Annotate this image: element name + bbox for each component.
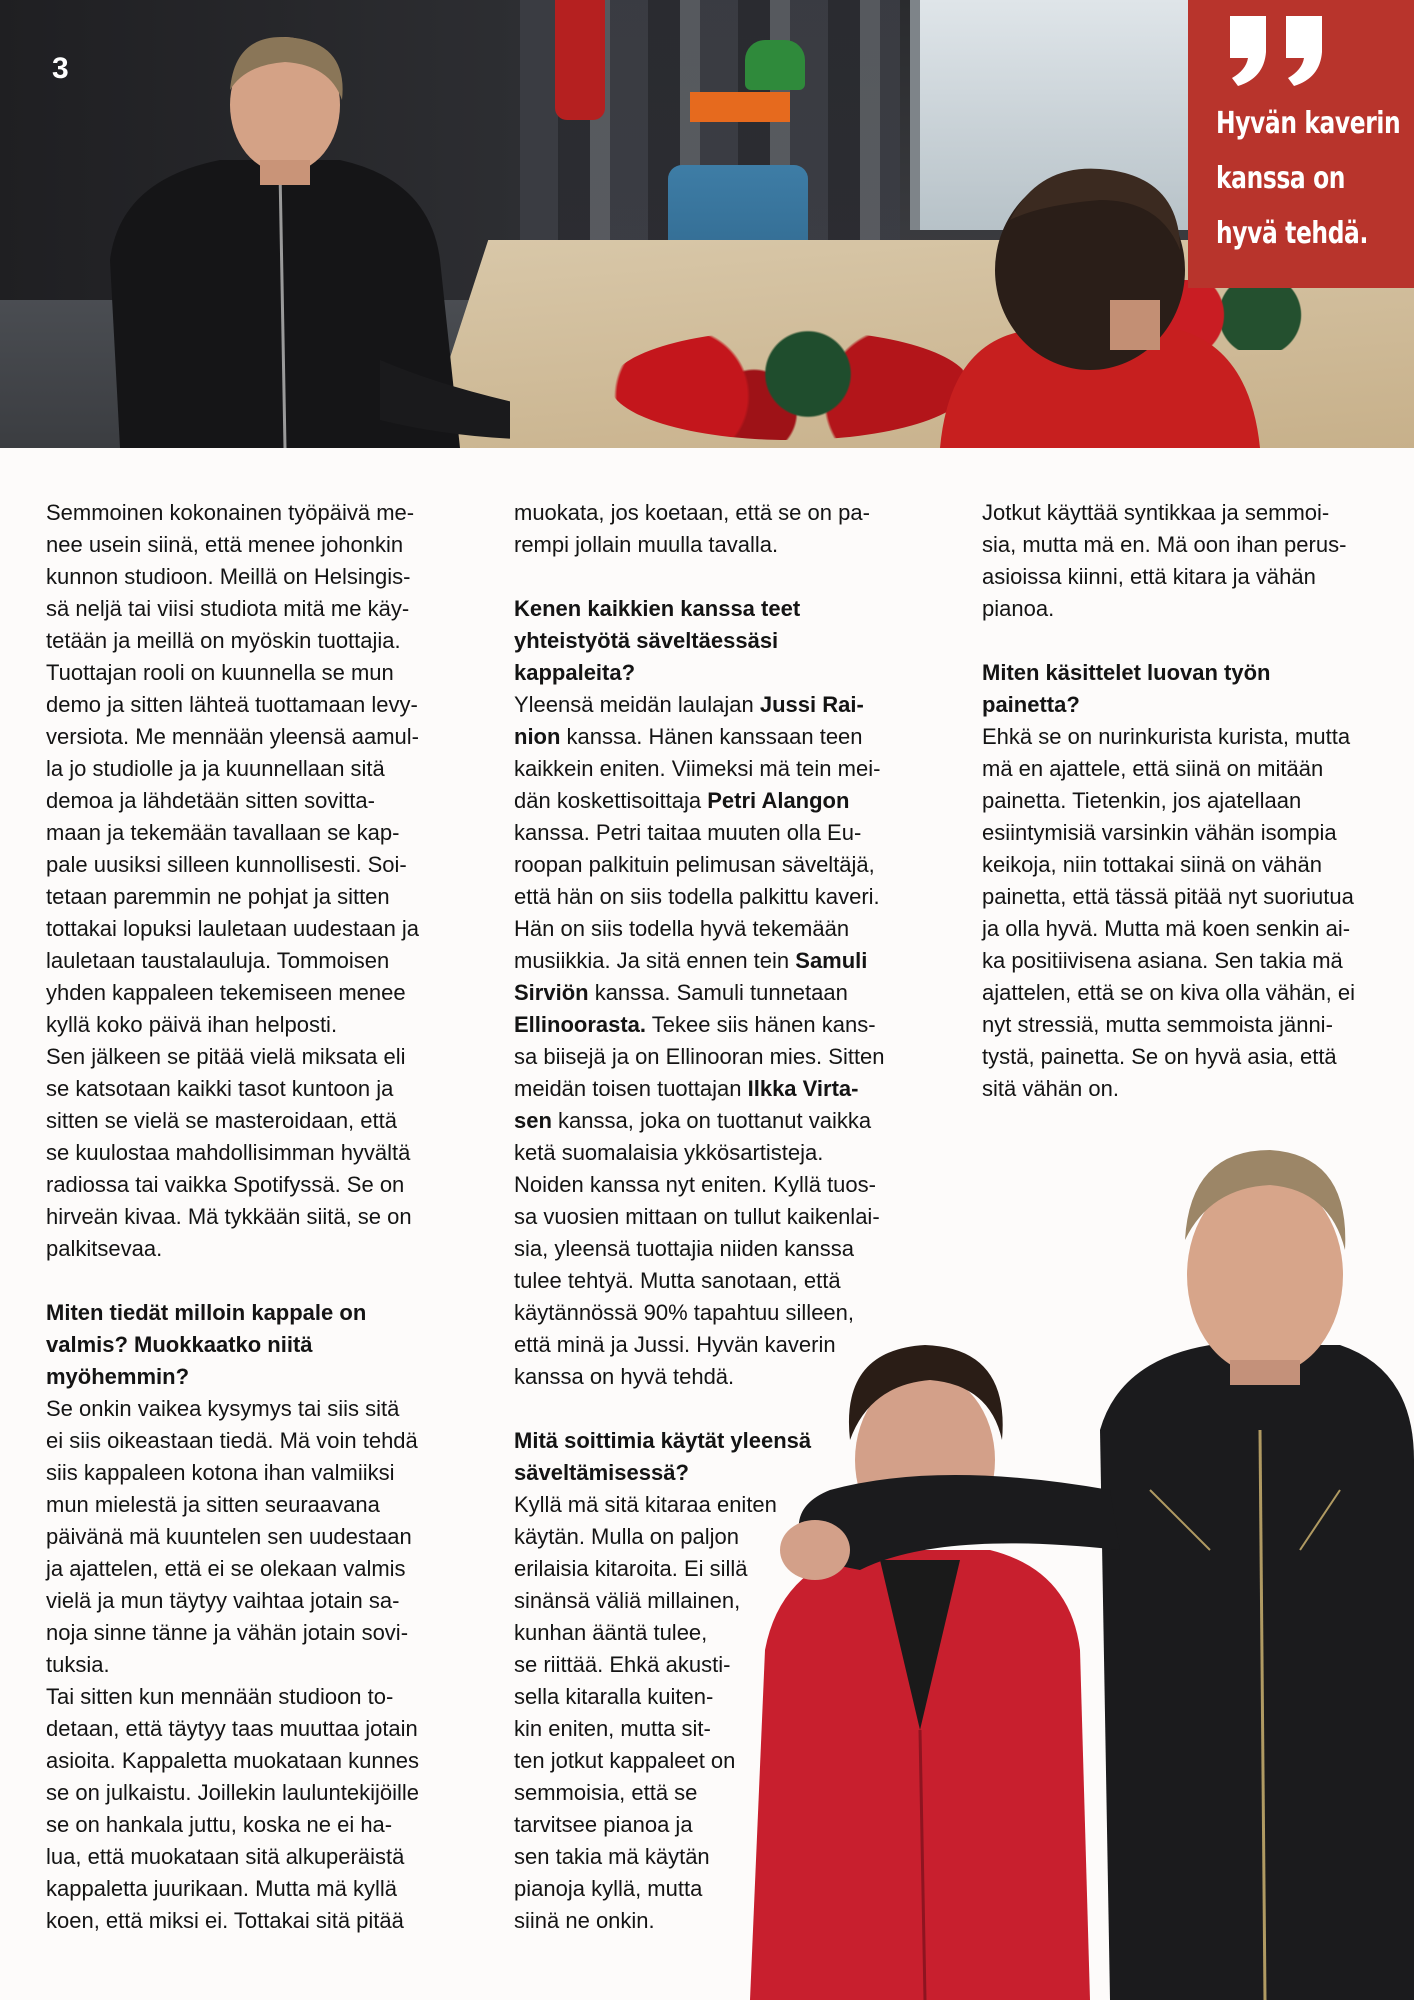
text-line: Se onkin vaikea kysymys tai siis sitä: [46, 1396, 400, 1421]
text-line: muokata, jos koetaan, että se on pa-: [514, 500, 870, 525]
name-highlight: nion: [514, 724, 561, 749]
text-line: sen takia mä käytän: [514, 1844, 710, 1869]
text-line: Miten käsittelet luovan työn: [982, 660, 1271, 685]
text-line: tarvitsee pianoa ja: [514, 1812, 693, 1837]
name-highlight: Ilkka Virta-: [747, 1076, 859, 1101]
text-line: kunhan ääntä tulee,: [514, 1620, 708, 1645]
text-line: se on julkaistu. Joillekin lauluntekijöille: [46, 1780, 419, 1805]
pull-quote-text: [1216, 96, 1403, 261]
text-line: ja olla hyvä. Mutta mä koen senkin ai-: [982, 916, 1351, 941]
text-line: ei siis oikeastaan tiedä. Mä voin tehdä: [46, 1428, 418, 1453]
paragraph: [46, 1041, 456, 1265]
paragraph: [46, 1393, 456, 1681]
paragraph: [982, 721, 1392, 1105]
text-line: nyt stressiä, mutta semmoista jänni-: [982, 1012, 1333, 1037]
text-line: erilaisia kitaroita. Ei sillä: [514, 1556, 748, 1581]
photo-man-left: [80, 30, 510, 448]
text-line: rempi jollain muulla tavalla.: [514, 532, 779, 557]
text-line: mun mielestä ja sitten seuraavana: [46, 1492, 380, 1517]
text-line: tetaan paremmin ne pohjat ja sitten: [46, 884, 390, 909]
text-line: esiintymisiä varsinkin vähän isompia: [982, 820, 1337, 845]
text-line: Mitä soittimia käytät yleensä: [514, 1428, 812, 1453]
text-line: Miten tiedät milloin kappale on: [46, 1300, 367, 1325]
text-line: lua, että muokataan sitä alkuperäistä: [46, 1844, 405, 1869]
photo-two-men-portrait: [740, 1130, 1414, 2000]
name-highlight: Jussi Rai-: [759, 692, 864, 717]
text-line: Ehkä se on nurinkurista kurista, mutta: [982, 724, 1351, 749]
text-line: tystä, painetta. Se on hyvä asia, että: [982, 1044, 1337, 1069]
text-line: se kuulostaa mahdollisimman hyvältä: [46, 1140, 411, 1165]
text-line: tetään ja meillä on myöskin tuottajia.: [46, 628, 401, 653]
text-line: keikoja, niin tottakai siinä on vähän: [982, 852, 1322, 877]
text-line: demo ja sitten lähteä tuottamaan levy-: [46, 692, 418, 717]
text-line: sia, mutta mä en. Mä oon ihan perus-: [982, 532, 1347, 557]
text-line: siis kappaleen kotona ihan valmiiksi: [46, 1460, 395, 1485]
name-highlight: Ellinoorasta.: [514, 1012, 647, 1037]
text-line: siinä ne onkin.: [514, 1908, 655, 1933]
page-number: 3: [52, 52, 69, 85]
text-line: vielä ja mun täytyy vaihtaa jotain sa-: [46, 1588, 400, 1613]
paragraph: [514, 497, 924, 561]
text-line: ajattelen, että se on kiva olla vähän, ei: [982, 980, 1356, 1005]
text-line: kyllä koko päivä ihan helposti.: [46, 1012, 338, 1037]
text-line: sitä vähän on.: [982, 1076, 1119, 1101]
name-highlight: Sirviön: [514, 980, 589, 1005]
text-line: sinänsä väliä millainen,: [514, 1588, 741, 1613]
text-line: painetta, että tässä pitää nyt suoriutua: [982, 884, 1354, 909]
text-line: detaan, että täytyy taas muuttaa jotain: [46, 1716, 418, 1741]
text-line: valmis? Muokkaatko niitä: [46, 1332, 313, 1357]
quote-mark-icon: [1224, 16, 1334, 86]
text-line: se on hankala juttu, koska ne ei ha-: [46, 1812, 393, 1837]
text-line: yhteistyötä säveltäessäsi: [514, 628, 779, 653]
text-line: ja ajattelen, että ei se olekaan valmis: [46, 1556, 406, 1581]
text-line: kappaleita?: [514, 660, 636, 685]
text-line: asioissa kiinni, että kitara ja vähän: [982, 564, 1316, 589]
text-line: Tuottajan rooli on kuunnella se mun: [46, 660, 394, 685]
text-line: säveltämisessä?: [514, 1460, 689, 1485]
text-line: Kenen kaikkien kanssa teet: [514, 596, 801, 621]
text-line: Sen jälkeen se pitää vielä miksata eli: [46, 1044, 406, 1069]
text-line: nee usein siinä, että menee johonkin: [46, 532, 404, 557]
text-line: noja sinne tänne ja vähän jotain sovi-: [46, 1620, 409, 1645]
text-line: semmoisia, että se: [514, 1780, 698, 1805]
text-line: maan ja tekemään tavallaan se kap-: [46, 820, 400, 845]
text-line: lauletaan taustalauluja. Tommoisen: [46, 948, 390, 973]
text-line: Jotkut käyttää syntikkaa ja semmoi-: [982, 500, 1330, 525]
text-line: kappaletta juurikaan. Mutta mä kyllä: [46, 1876, 397, 1901]
article-column-3: [982, 497, 1392, 1105]
text-line: Kyllä mä sitä kitaraa eniten: [514, 1492, 777, 1517]
paragraph-collaborators: Yleensä meidän laulajan Jussi Rai- nion kanssa. Hänen kanssaan teen kaikkein eniten. Viimeksi mä tein mei- dän koskettisoittaja Petri Alangon kanssa. Petri taitaa muuten olla Eu- roopan palkituin pelimusan säveltäjä, että hän on siis todella palkittu kaveri. Hän on siis todella hyvä tekemään musiikkia. Ja sitä ennen tein Samuli Sirviön kanssa. Samuli tunnetaan Ellinoorasta. Tekee siis hänen kans- sa biisejä ja on Ellinooran mies. Sitten meidän toisen tuottajan Ilkka Virta- sen kanssa, joka on tuottanut vaikka ketä suomalaisia ykkösartisteja. Noiden kanssa nyt eniten. Kyllä tuos- sa vuosien mittaan on tullut kaikenlai- sia, yleensä tuottajia niiden kanssa tulee tehtyä. Mutta sanotaan, että käytännössä 90% tapahtuu silleen, että minä ja Jussi. Hyvän kaverin kanssa on hyvä tehdä.: [514, 692, 885, 1389]
text-line: myöhemmin?: [46, 1364, 190, 1389]
pull-quote-line: hyvä tehdä.: [1216, 216, 1368, 251]
text-line: ka positiivisena asiana. Sen takia mä: [982, 948, 1343, 973]
text-line: hirveän kivaa. Mä tykkään siitä, se on: [46, 1204, 412, 1229]
question-heading: [514, 593, 924, 689]
text-line: käytän. Mulla on paljon: [514, 1524, 740, 1549]
photo-crate: [690, 92, 790, 122]
text-line: kunnon studioon. Meillä on Helsingis-: [46, 564, 411, 589]
name-highlight: Petri Alangon: [707, 788, 850, 813]
question-heading: [46, 1297, 456, 1393]
text-line: painetta?: [982, 692, 1080, 717]
paragraph: [46, 1681, 456, 1937]
text-line: versiota. Me mennään yleensä aamul-: [46, 724, 419, 749]
pull-quote-line: Hyvän kaverin: [1216, 106, 1401, 141]
text-line: koen, että miksi ei. Tottakai sitä pitää: [46, 1908, 404, 1933]
text-line: radiossa tai vaikka Spotifyssä. Se on: [46, 1172, 405, 1197]
text-line: pianoja kyllä, mutta: [514, 1876, 703, 1901]
text-line: sitten se vielä se masteroidaan, että: [46, 1108, 397, 1133]
text-line: se riittää. Ehkä akusti-: [514, 1652, 731, 1677]
text-line: päivänä mä kuuntelen sen uudestaan: [46, 1524, 412, 1549]
text-line: kin eniten, mutta sit-: [514, 1716, 711, 1741]
text-line: Semmoinen kokonainen työpäivä me-: [46, 500, 415, 525]
text-line: mä en ajattele, että siinä on mitään: [982, 756, 1324, 781]
name-highlight: sen: [514, 1108, 552, 1133]
paragraph: [46, 497, 456, 1041]
text-line: yhden kappaleen tekemiseen menee: [46, 980, 406, 1005]
text-line: ten jotkut kappaleet on: [514, 1748, 736, 1773]
text-line: palkitsevaa.: [46, 1236, 163, 1261]
text-line: tottakai lopuksi lauletaan uudestaan ja: [46, 916, 420, 941]
paragraph: [982, 497, 1392, 625]
text-line: sä neljä tai viisi studiota mitä me käy-: [46, 596, 410, 621]
text-line: Tai sitten kun mennään studioon to-: [46, 1684, 394, 1709]
text-line: la jo studiolle ja ja kuunnellaan sitä: [46, 756, 385, 781]
text-line: se katsotaan kaikki tasot kuntoon ja: [46, 1076, 394, 1101]
name-highlight: Samuli: [795, 948, 868, 973]
text-line: pale uusiksi silleen kunnollisesti. Soi-: [46, 852, 407, 877]
photo-man-right-body: [1100, 1345, 1414, 2000]
text-line: demoa ja lähdetään sitten sovitta-: [46, 788, 375, 813]
text-line: tuksia.: [46, 1652, 110, 1677]
text-line: sella kitaralla kuiten-: [514, 1684, 714, 1709]
article-column-1: [46, 497, 456, 1937]
text-line: asioita. Kappaletta muokataan kunnes: [46, 1748, 420, 1773]
question-heading: [982, 657, 1392, 721]
text-line: pianoa.: [982, 596, 1055, 621]
photo-green-bag: [745, 40, 805, 90]
text-line: painetta. Tietenkin, jos ajatellaan: [982, 788, 1302, 813]
pull-quote: [1188, 0, 1414, 288]
photo-red-coat: [555, 0, 605, 120]
pull-quote-line: kanssa on: [1216, 161, 1346, 196]
